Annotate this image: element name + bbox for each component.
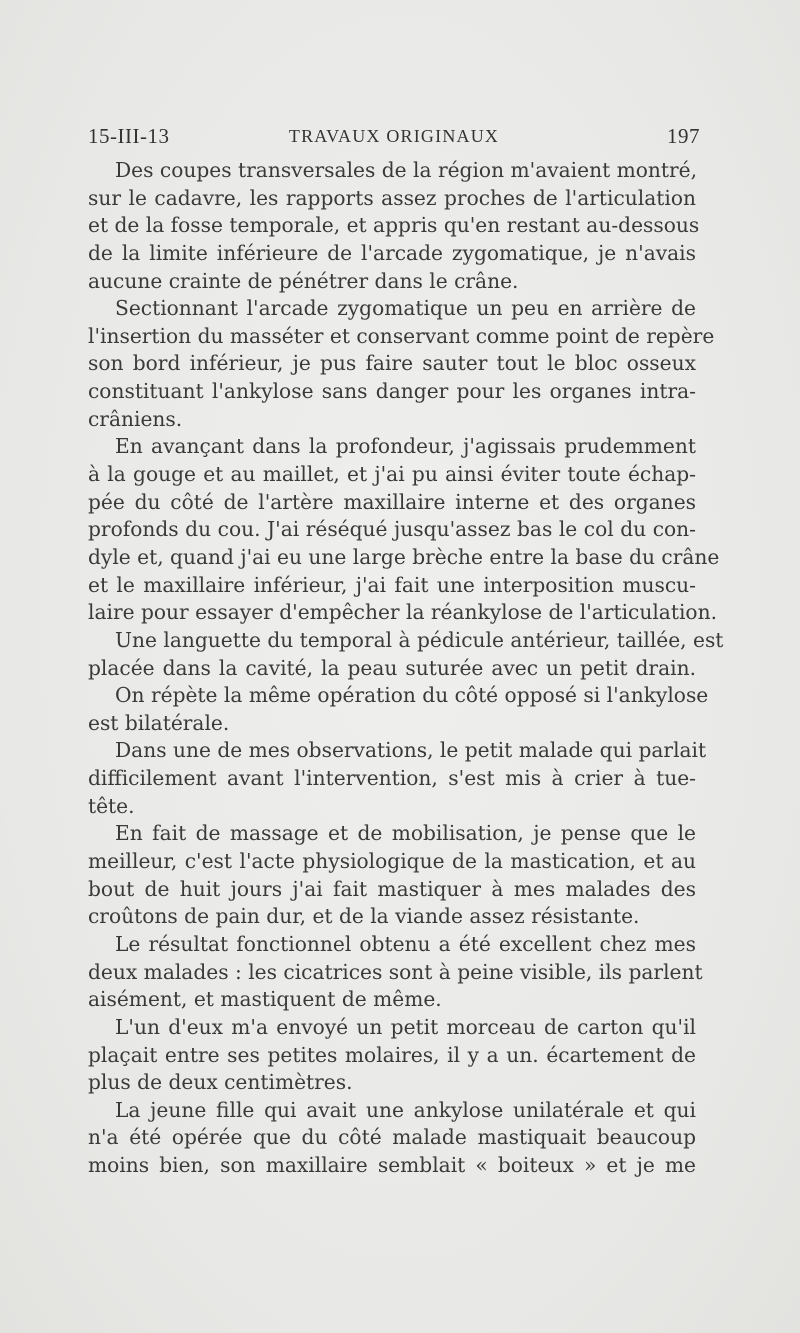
- text-line: Une languette du temporal à pédicule antérieur, taillée, est: [115, 627, 724, 652]
- section-title: TRAVAUX ORIGINAUX: [288, 126, 500, 146]
- text-line: crâniens.: [88, 406, 183, 431]
- text-line: dyle et, quand j'ai eu une large brèche entre la base du crâne: [88, 544, 720, 569]
- text-line: et le maxillaire inférieur, j'ai fait une interposition muscu-: [88, 572, 696, 597]
- text-line: plus de deux centimètres.: [88, 1070, 353, 1095]
- text-line: sur le cadavre, les rapports assez proches de l'articulation: [88, 185, 696, 210]
- running-header: [88, 124, 700, 154]
- text-line: deux malades : les cicatrices sont à peine visible, ils parlent: [88, 959, 703, 984]
- issue-date: 15-III-13: [88, 124, 170, 148]
- text-line: profonds du cou. J'ai réséqué jusqu'assez bas le col du con-: [88, 517, 696, 542]
- text-line: La jeune fille qui avait une ankylose unilatérale et qui: [115, 1097, 696, 1122]
- text-line: l'insertion du masséter et conservant comme point de repère: [88, 323, 715, 348]
- text-line: aisément, et mastiquent de même.: [88, 987, 442, 1012]
- text-line: difficilement avant l'intervention, s'est mis à crier à tue-: [88, 766, 696, 791]
- text-line: et de la fosse temporale, et appris qu'en restant au-dessous: [88, 213, 700, 238]
- text-line: n'a été opérée que du côté malade mastiquait beaucoup: [88, 1125, 696, 1150]
- text-line: meilleur, c'est l'acte physiologique de la mastication, et au: [88, 849, 696, 874]
- text-line: aucune crainte de pénétrer dans le crâne.: [88, 268, 519, 293]
- text-line: Dans une de mes observations, le petit malade qui parlait: [115, 738, 707, 763]
- text-line: On répète la même opération du côté opposé si l'ankylose: [115, 683, 709, 708]
- text-line: Le résultat fonctionnel obtenu a été excellent chez mes: [115, 931, 696, 956]
- text-line: constituant l'ankylose sans danger pour les organes intra-: [88, 379, 696, 404]
- text-line: de la limite inférieure de l'arcade zygomatique, je n'avais: [88, 240, 696, 265]
- text-line: En fait de massage et de mobilisation, je pense que le: [115, 821, 696, 846]
- text-line: son bord inférieur, je pus faire sauter tout le bloc osseux: [88, 351, 696, 376]
- page-number: 197: [667, 124, 700, 148]
- text-line: placée dans la cavité, la peau suturée avec un petit drain.: [88, 655, 696, 680]
- text-line: Des coupes transversales de la région m'avaient montré,: [115, 158, 698, 182]
- text-line: plaçait entre ses petites molaires, il y a un. écartement de: [88, 1042, 696, 1067]
- text-line: Sectionnant l'arcade zygomatique un peu en arrière de: [115, 296, 696, 321]
- text-line: bout de huit jours j'ai fait mastiquer à mes malades des: [88, 876, 696, 901]
- text-line: pée du côté de l'artère maxillaire interne et des organes: [88, 489, 696, 514]
- text-line: tête.: [88, 793, 135, 818]
- text-line: En avançant dans la profondeur, j'agissais prudemment: [115, 434, 696, 459]
- text-line: moins bien, son maxillaire semblait « boiteux » et je me: [88, 1153, 696, 1178]
- text-line: croûtons de pain dur, et de la viande assez résistante.: [88, 904, 640, 929]
- text-line: laire pour essayer d'empêcher la réankylose de l'articulation.: [88, 600, 717, 625]
- text-line: à la gouge et au maillet, et j'ai pu ainsi éviter toute échap-: [88, 462, 696, 487]
- text-line: L'un d'eux m'a envoyé un petit morceau de carton qu'il: [115, 1014, 696, 1039]
- body-text: [88, 157, 724, 1180]
- text-line: est bilatérale.: [88, 710, 230, 735]
